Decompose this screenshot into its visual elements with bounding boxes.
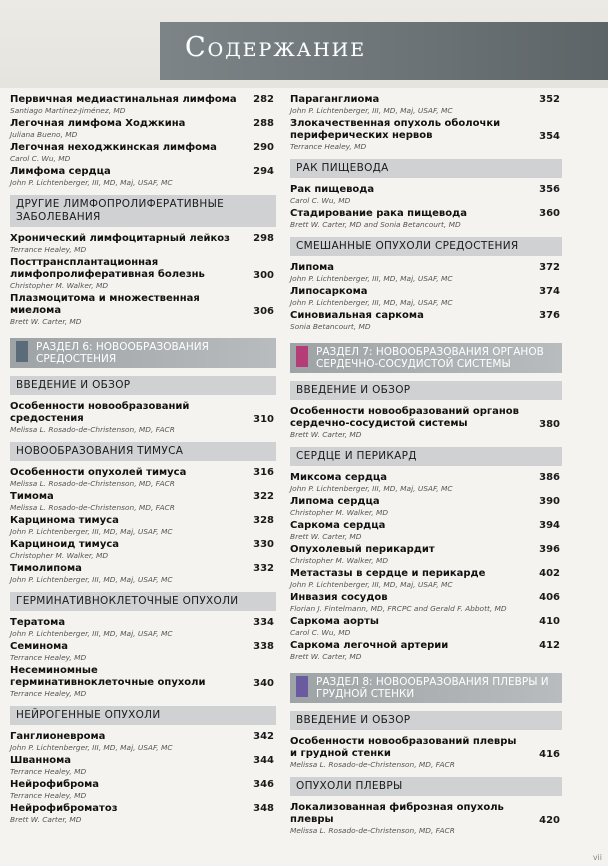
entry-author: Carol C. Wu, MD	[290, 196, 351, 205]
entry-author: Brett W. Carter, MD	[290, 430, 362, 439]
entry-author: Carol C. Wu, MD	[10, 154, 71, 163]
entry-title: Липосаркома	[290, 286, 368, 297]
toc-entry[interactable]	[10, 467, 276, 488]
entry-page-number: 346	[253, 779, 274, 790]
entry-title: Саркома сердца	[290, 520, 386, 531]
entry-title: Липома	[290, 262, 335, 273]
toc-entry[interactable]	[10, 94, 276, 115]
entry-author: Christopher M. Walker, MD	[10, 551, 109, 560]
section-heading: СЕРДЦЕ И ПЕРИКАРД	[290, 447, 562, 466]
entry-author: John P. Lichtenberger, III, MD, Maj, USAF, MC	[10, 743, 173, 752]
page-header	[0, 0, 608, 88]
toc-entry[interactable]	[290, 496, 562, 517]
entry-title: Посттрансплантационная лимфопролиферативная болезнь	[10, 257, 205, 280]
entry-author: Melissa L. Rosado-de-Christenson, MD, FACR	[290, 826, 455, 835]
toc-entry[interactable]	[10, 142, 276, 163]
toc-entry[interactable]	[290, 472, 562, 493]
page-title: Содержание	[185, 32, 367, 63]
entry-author: Terrance Healey, MD	[10, 653, 87, 662]
entry-title: Рак пищевода	[290, 184, 375, 195]
entry-author: Melissa L. Rosado-de-Christenson, MD, FACR	[10, 479, 175, 488]
entry-page-number: 348	[253, 803, 274, 814]
entry-page-number: 288	[253, 118, 274, 129]
toc-entry[interactable]	[290, 208, 562, 229]
entry-author: Melissa L. Rosado-de-Christenson, MD, FACR	[10, 503, 175, 512]
entry-title: Нейрофиброма	[10, 779, 100, 790]
entry-author: John P. Lichtenberger, III, MD, Maj, USAF, MC	[290, 274, 453, 283]
entry-page-number: 332	[253, 563, 274, 574]
entry-author: Carol C. Wu, MD	[290, 628, 351, 637]
entry-page-number: 342	[253, 731, 274, 742]
entry-author: Brett W. Carter, MD	[10, 317, 82, 326]
section-heading: ВВЕДЕНИЕ И ОБЗОР	[290, 711, 562, 730]
entry-title: Хронический лимфоцитарный лейкоз	[10, 233, 230, 244]
toc-entry[interactable]	[10, 257, 276, 290]
entry-page-number: 334	[253, 617, 274, 628]
toc-entry[interactable]	[10, 665, 276, 698]
entry-page-number: 406	[539, 592, 560, 603]
entry-title: Особенности опухолей тимуса	[10, 467, 187, 478]
entry-author: Terrance Healey, MD	[10, 767, 87, 776]
toc-entry[interactable]	[290, 640, 562, 661]
entry-title: Плазмоцитома и множественная миелома	[10, 293, 200, 316]
entry-page-number: 386	[539, 472, 560, 483]
entry-title: Саркома легочной артерии	[290, 640, 449, 651]
entry-page-number: 330	[253, 539, 274, 550]
toc-entry[interactable]	[10, 401, 276, 434]
entry-author: John P. Lichtenberger, III, MD, Maj, USAF, MC	[290, 484, 453, 493]
entry-title: Особенности новообразований средостения	[10, 401, 190, 424]
entry-title: Локализованная фиброзная опухоль плевры	[290, 802, 504, 825]
toc-entry[interactable]	[290, 310, 562, 331]
entry-title: Карцинома тимуса	[10, 515, 119, 526]
toc-entry[interactable]	[290, 616, 562, 637]
entry-author: John P. Lichtenberger, III, MD, Maj, USAF, MC	[10, 629, 173, 638]
entry-author: Brett W. Carter, MD	[290, 652, 362, 661]
toc-entry[interactable]	[10, 803, 276, 824]
entry-title: Инвазия сосудов	[290, 592, 388, 603]
entry-title: Ганглионеврома	[10, 731, 106, 742]
entry-title: Легочная неходжкинская лимфома	[10, 142, 217, 153]
entry-author: Brett W. Carter, MD	[10, 815, 82, 824]
entry-author: John P. Lichtenberger, III, MD, Maj, USAF, MC	[290, 298, 453, 307]
entry-title: Лимфома сердца	[10, 166, 111, 177]
entry-title: Несеминомные герминативноклеточные опухоли	[10, 665, 206, 688]
entry-title: Особенности новообразований плевры и грудной стенки	[290, 736, 517, 759]
entry-page-number: 396	[539, 544, 560, 555]
toc-entry[interactable]	[290, 592, 562, 613]
entry-page-number: 340	[253, 678, 274, 689]
entry-title: Первичная медиастинальная лимфома	[10, 94, 237, 105]
entry-author: Florian J. Fintelmann, MD, FRCPC and Gerald F. Abbott, MD	[290, 604, 507, 613]
entry-page-number: 376	[539, 310, 560, 321]
entry-author: Christopher M. Walker, MD	[290, 556, 389, 565]
toc-entry[interactable]	[290, 184, 562, 205]
entry-title: Опухолевый перикардит	[290, 544, 435, 555]
toc-entry[interactable]	[10, 491, 276, 512]
entry-page-number: 328	[253, 515, 274, 526]
entry-author: John P. Lichtenberger, III, MD, Maj, USAF, MC	[290, 106, 453, 115]
entry-author: Terrance Healey, MD	[10, 245, 87, 254]
toc-entry[interactable]	[290, 286, 562, 307]
toc-entry[interactable]	[10, 731, 276, 752]
entry-author: Brett W. Carter, MD	[290, 532, 362, 541]
entry-author: Sonia Betancourt, MD	[290, 322, 371, 331]
entry-page-number: 352	[539, 94, 560, 105]
toc-entry[interactable]	[290, 736, 562, 769]
entry-page-number: 300	[253, 270, 274, 281]
entry-author: John P. Lichtenberger, III, MD, Maj, USAF, MC	[10, 527, 173, 536]
entry-title: Семинома	[10, 641, 69, 652]
entry-title: Тимолипома	[10, 563, 82, 574]
toc-entry[interactable]	[10, 233, 276, 254]
toc-right-column	[290, 94, 562, 838]
entry-title: Саркома аорты	[290, 616, 379, 627]
toc-entry[interactable]	[10, 755, 276, 776]
entry-author: Melissa L. Rosado-de-Christenson, MD, FACR	[10, 425, 175, 434]
entry-title: Карциноид тимуса	[10, 539, 120, 550]
toc-entry[interactable]	[10, 617, 276, 638]
entry-author: Christopher M. Walker, MD	[290, 508, 389, 517]
toc-entry[interactable]	[290, 94, 562, 115]
part-heading: РАЗДЕЛ 7: НОВООБРАЗОВАНИЯ ОРГАНОВ СЕРДЕЧНО-СОСУДИСТОЙ СИСТЕМЫ	[290, 343, 562, 373]
section-heading: ОПУХОЛИ ПЛЕВРЫ	[290, 777, 562, 796]
entry-page-number: 372	[539, 262, 560, 273]
entry-page-number: 394	[539, 520, 560, 531]
entry-page-number: 354	[539, 131, 560, 142]
entry-author: John P. Lichtenberger, III, MD, Maj, USAF, MC	[290, 580, 453, 589]
entry-title: Нейрофиброматоз	[10, 803, 118, 814]
entry-author: Terrance Healey, MD	[290, 142, 367, 151]
entry-title: Синовиальная саркома	[290, 310, 424, 321]
entry-author: Brett W. Carter, MD and Sonia Betancourt, MD	[290, 220, 461, 229]
toc-entry[interactable]	[10, 293, 276, 326]
entry-page-number: 294	[253, 166, 274, 177]
entry-title: Миксома сердца	[290, 472, 388, 483]
toc-entry[interactable]	[10, 515, 276, 536]
entry-author: Santiago Martínez-Jiménez, MD	[10, 106, 126, 115]
entry-author: Terrance Healey, MD	[10, 791, 87, 800]
section-heading: РАК ПИЩЕВОДА	[290, 159, 562, 178]
entry-author: Juliana Bueno, MD	[10, 130, 78, 139]
entry-page-number: 420	[539, 815, 560, 826]
toc-entry[interactable]	[10, 563, 276, 584]
toc-left-column	[10, 94, 276, 827]
entry-page-number: 316	[253, 467, 274, 478]
toc-entry[interactable]	[290, 406, 562, 439]
section-heading: НЕЙРОГЕННЫЕ ОПУХОЛИ	[10, 706, 276, 725]
entry-page-number: 290	[253, 142, 274, 153]
section-heading: ВВЕДЕНИЕ И ОБЗОР	[10, 376, 276, 395]
toc-entry[interactable]	[10, 539, 276, 560]
toc-entry[interactable]	[10, 166, 276, 187]
entry-title: Стадирование рака пищевода	[290, 208, 467, 219]
toc-entry[interactable]	[290, 544, 562, 565]
entry-author: John P. Lichtenberger, III, MD, Maj, USAF, MC	[10, 178, 173, 187]
entry-title: Особенности новообразований органов сердечно-сосудистой системы	[290, 406, 519, 429]
section-heading: НОВООБРАЗОВАНИЯ ТИМУСА	[10, 442, 276, 461]
toc-entry[interactable]	[290, 568, 562, 589]
section-heading: ДРУГИЕ ЛИМФОПРОЛИФЕРАТИВНЫЕ ЗАБОЛЕВАНИЯ	[10, 195, 276, 227]
entry-author: Terrance Healey, MD	[10, 689, 87, 698]
entry-page-number: 412	[539, 640, 560, 651]
entry-title: Тимома	[10, 491, 54, 502]
toc-entry[interactable]	[10, 118, 276, 139]
entry-page-number: 410	[539, 616, 560, 627]
toc-entry[interactable]	[290, 520, 562, 541]
entry-title: Злокачественная опухоль оболочки периферических нервов	[290, 118, 501, 141]
entry-author: Christopher M. Walker, MD	[10, 281, 109, 290]
entry-page-number: 374	[539, 286, 560, 297]
entry-page-number: 360	[539, 208, 560, 219]
entry-page-number: 344	[253, 755, 274, 766]
part-heading: РАЗДЕЛ 6: НОВООБРАЗОВАНИЯ СРЕДОСТЕНИЯ	[10, 338, 276, 368]
toc-entry[interactable]	[10, 641, 276, 662]
entry-page-number: 298	[253, 233, 274, 244]
entry-page-number: 338	[253, 641, 274, 652]
toc-entry[interactable]	[290, 802, 562, 835]
entry-title: Шваннома	[10, 755, 72, 766]
entry-page-number: 306	[253, 306, 274, 317]
part-heading: РАЗДЕЛ 8: НОВООБРАЗОВАНИЯ ПЛЕВРЫ И ГРУДНОЙ СТЕНКИ	[290, 673, 562, 703]
entry-page-number: 282	[253, 94, 274, 105]
entry-title: Тератома	[10, 617, 66, 628]
section-heading: СМЕШАННЫЕ ОПУХОЛИ СРЕДОСТЕНИЯ	[290, 237, 562, 256]
entry-title: Параганглиома	[290, 94, 380, 105]
entry-title: Липома сердца	[290, 496, 380, 507]
entry-title: Легочная лимфома Ходжкина	[10, 118, 186, 129]
section-heading: ВВЕДЕНИЕ И ОБЗОР	[290, 381, 562, 400]
entry-page-number: 380	[539, 419, 560, 430]
page-number: vii	[592, 853, 602, 862]
entry-page-number: 356	[539, 184, 560, 195]
entry-page-number: 310	[253, 414, 274, 425]
toc-entry[interactable]	[290, 118, 562, 151]
entry-page-number: 416	[539, 749, 560, 760]
entry-page-number: 390	[539, 496, 560, 507]
entry-page-number: 322	[253, 491, 274, 502]
toc-entry[interactable]	[290, 262, 562, 283]
entry-title: Метастазы в сердце и перикарде	[290, 568, 486, 579]
entry-page-number: 402	[539, 568, 560, 579]
entry-author: Melissa L. Rosado-de-Christenson, MD, FACR	[290, 760, 455, 769]
entry-author: John P. Lichtenberger, III, MD, Maj, USAF, MC	[10, 575, 173, 584]
section-heading: ГЕРМИНАТИВНОКЛЕТОЧНЫЕ ОПУХОЛИ	[10, 592, 276, 611]
toc-entry[interactable]	[10, 779, 276, 800]
